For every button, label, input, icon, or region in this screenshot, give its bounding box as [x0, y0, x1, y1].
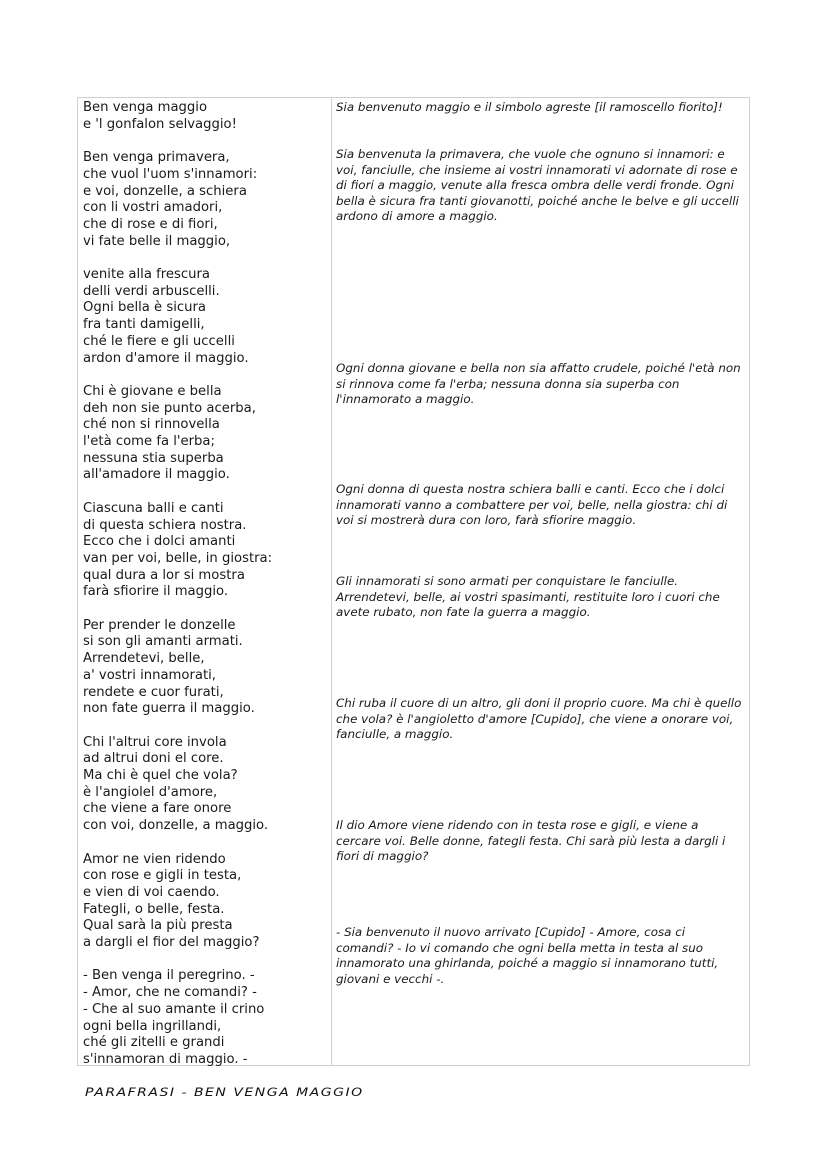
- paraphrase-1: Sia benvenuto maggio e il simbolo agreste [il ramoscello fiorito]!: [336, 100, 723, 114]
- poem-line: Chi l'altrui core invola: [83, 734, 227, 750]
- poem-line: Fategli, o belle, festa.: [83, 901, 225, 917]
- poem-line: ogni bella ingrillandi,: [83, 1018, 222, 1034]
- poem-line: e voi, donzelle, a schiera: [83, 183, 247, 199]
- poem-line: all'amadore il maggio.: [83, 467, 230, 483]
- paraphrase-8: - Sia benvenuto il nuovo arrivato [Cupido] - Amore, cosa ci comandi? - Io vi comando che ogni bella metta in testa al suo innamorato una ghirlanda, poiché a maggio si innamorano tutti, giovani e vecchi -.: [336, 925, 719, 986]
- stanza-1: [83, 100, 327, 133]
- poem-line: farà sfiorire il maggio.: [83, 584, 229, 600]
- poem-line: s'innamoran di maggio. -: [83, 1051, 248, 1067]
- stanza-4: [83, 384, 327, 484]
- poem-line: Ogni bella è sicura: [83, 300, 207, 316]
- poem-line: Amor ne vien ridendo: [83, 851, 226, 867]
- poem-line: con li vostri amadori,: [83, 200, 223, 216]
- paraphrase-3: Ogni donna giovane e bella non sia affatto crudele, poiché l'età non si rinnova come fa l'erba; nessuna donna sia superba con l'innamorato a maggio.: [336, 361, 741, 406]
- poem-line: ardon d'amore il maggio.: [83, 350, 249, 366]
- poem-line: che vuol l'uom s'innamori:: [83, 166, 258, 182]
- poem-line: Qual sarà la più presta: [83, 918, 233, 934]
- poem-line: nessuna stia superba: [83, 450, 224, 466]
- poem-line: si son gli amanti armati.: [83, 634, 243, 650]
- poem-line: Per prender le donzelle: [83, 617, 236, 633]
- poem-line: Ben venga primavera,: [83, 150, 230, 166]
- poem-column: [83, 100, 327, 1085]
- stanza-7: [83, 735, 327, 835]
- stanza-5: [83, 501, 327, 601]
- poem-line: - Amor, che ne comandi? -: [83, 985, 257, 1001]
- stanza-9: [83, 968, 327, 1068]
- poem-line: qual dura a lor si mostra: [83, 567, 245, 583]
- poem-line: non fate guerra il maggio.: [83, 701, 255, 717]
- poem-line: a dargli el fior del maggio?: [83, 935, 260, 951]
- poem-line: delli verdi arbuscelli.: [83, 283, 220, 299]
- poem-paraphrase-table: [77, 97, 750, 1066]
- poem-line: che viene a fare onore: [83, 801, 232, 817]
- poem-line: con rose e gigli in testa,: [83, 868, 242, 884]
- paraphrase-4: Ogni donna di questa nostra schiera balli e canti. Ecco che i dolci innamorati vanno a combattere per voi, belle, nella giostra: chi di voi si mostrerà dura con loro, farà sfiorire maggio.: [336, 482, 728, 527]
- poem-line: che di rose e di fiori,: [83, 216, 218, 232]
- poem-line: - Ben venga il peregrino. -: [83, 968, 255, 984]
- poem-line: a' vostri innamorati,: [83, 667, 216, 683]
- poem-line: Chi è giovane e bella: [83, 383, 222, 399]
- poem-line: e 'l gonfalon selvaggio!: [83, 116, 237, 132]
- poem-line: vi fate belle il maggio,: [83, 233, 231, 249]
- poem-line: Ben venga maggio: [83, 100, 208, 115]
- paraphrase-7: Il dio Amore viene ridendo con in testa rose e gigli, e viene a cercare voi. Belle donne, fategli festa. Chi sarà più lesta a dargli i fiori di maggio?: [336, 818, 726, 863]
- poem-line: venite alla frescura: [83, 267, 210, 282]
- stanza-3: [83, 267, 327, 367]
- poem-line: van per voi, belle, in giostra:: [83, 550, 273, 566]
- paraphrase-5: Gli innamorati si sono armati per conquistare le fanciulle. Arrendetevi, belle, ai vostri spasimanti, restituite loro i cuori che avete rubato, non fate la guerra a maggio.: [336, 574, 720, 619]
- poem-line: - Che al suo amante il crino: [83, 1001, 265, 1017]
- poem-line: Ecco che i dolci amanti: [83, 534, 236, 550]
- stanza-8: [83, 852, 327, 952]
- poem-line: Ciascuna balli e canti: [83, 500, 224, 516]
- stanza-6: [83, 618, 327, 718]
- poem-line: e vien di voi caendo.: [83, 884, 220, 900]
- poem-line: l'età come fa l'erba;: [83, 434, 215, 450]
- stanza-2: [83, 150, 327, 250]
- poem-line: rendete e cuor furati,: [83, 684, 224, 700]
- poem-line: con voi, donzelle, a maggio.: [83, 818, 269, 834]
- paraphrase-2: Sia benvenuta la primavera, che vuole che ognuno si innamori: e voi, fanciulle, che insieme ai vostri innamorati vi adornate di rose e di fiori a maggio, venute alla fresca ombra delle verdi fronde. Ogni bella è sicura fra tanti giovanotti, poiché anche le belve e gli uccelli ardono di amore a maggio.: [336, 147, 739, 223]
- paraphrase-6: Chi ruba il cuore di un altro, gli doni il proprio cuore. Ma chi è quello che vola? è l'angioletto d'amore [Cupido], che viene a onorare voi, fanciulle, a maggio.: [336, 696, 742, 741]
- poem-line: deh non sie punto acerba,: [83, 400, 256, 416]
- poem-line: ché le fiere e gli uccelli: [83, 333, 235, 349]
- poem-line: ché non si rinnovella: [83, 417, 220, 433]
- poem-line: fra tanti damigelli,: [83, 317, 205, 333]
- poem-line: ché gli zitelli e grandi: [83, 1035, 225, 1051]
- poem-line: Arrendetevi, belle,: [83, 651, 205, 667]
- poem-line: di questa schiera nostra.: [83, 517, 247, 533]
- poem-line: ad altrui doni el core.: [83, 751, 224, 767]
- poem-line: Ma chi è quel che vola?: [83, 768, 238, 784]
- handwritten-title: PARAFRASI - BEN VENGA MAGGIO: [85, 1086, 364, 1100]
- column-divider: [331, 98, 332, 1065]
- poem-line: è l'angiolel d'amore,: [83, 784, 218, 800]
